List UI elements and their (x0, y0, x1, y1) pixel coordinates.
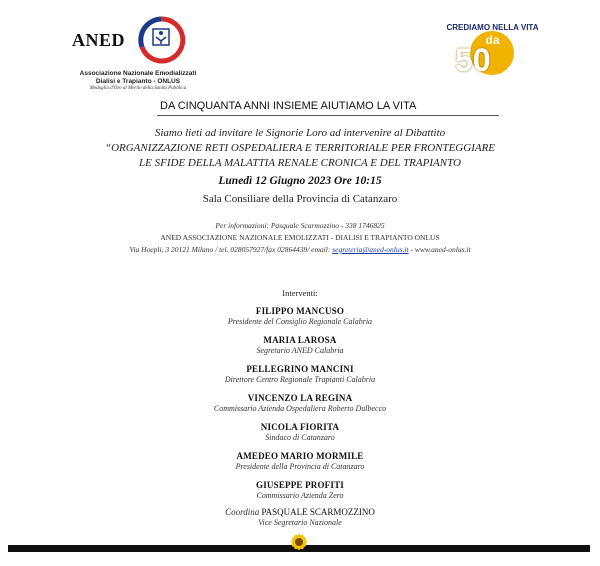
website-text: - www.aned-onlus.it (408, 245, 471, 254)
aned-logo-icon (136, 15, 186, 65)
badge-number: 50 (455, 42, 491, 78)
contact-info: Per informazioni: Pasquale Scarmozzino - 338 1746825 (215, 221, 385, 230)
speaker-role: Presidente del Consiglio Regionale Calabria (227, 317, 373, 326)
speaker-name: GIUSEPPE PROFITI (256, 480, 344, 490)
tagline-divider (157, 115, 499, 116)
invite-line-1: Siamo lieti ad invitare le Signorie Loro ad intervenire al Dibattito (154, 127, 446, 139)
aned-logo-text: ANED (72, 30, 126, 50)
contact-address-text: Via Hoepli, 3 20121 Milano / tel. 028057927/fax 02864439/ email: (129, 245, 333, 254)
tagline: DA CINQUANTA ANNI INSIEME AIUTIAMO LA VITA (160, 100, 417, 112)
coordinator-line (0, 507, 600, 517)
speaker-role: Commissario Azienda Ospedaliera Roberto Dulbecco (213, 404, 387, 413)
sunflower-icon (286, 529, 312, 551)
event-date: Lunedì 12 Giugno 2023 Ore 10:15 (218, 175, 382, 187)
speakers-heading: Interventi: (282, 288, 318, 298)
speaker-name: AMEDEO MARIO MORMILE (236, 451, 364, 461)
speaker-name: PELLEGRINO MANCINI (246, 364, 354, 374)
invite-line-2: “ORGANIZZAZIONE RETI OSPEDALIERA E TERRITORIALE PER FRONTEGGIARE (104, 142, 496, 154)
org-medal-line: Medaglia d'Oro al Merito della Sanità Pubblica (89, 86, 187, 91)
org-name-line1: Associazione Nazionale Emodializzati (79, 70, 197, 77)
org-name-line2: Dialisi e Trapianto - ONLUS (95, 78, 181, 85)
coordinator-name: PASQUALE SCARMOZZINO (261, 507, 375, 517)
speaker-name: MARIA LAROSA (263, 335, 337, 345)
email-link[interactable]: segreteria@aned-onlus.it (332, 245, 409, 254)
coordinator-role: Vice Segretario Nazionale (258, 518, 342, 527)
contact-address (0, 245, 600, 254)
speaker-role: Direttore Centro Regionale Trapianti Calabria (224, 375, 376, 384)
speaker-role: Sindaco di Catanzaro (265, 433, 335, 442)
speaker-name: VINCENZO LA REGINA (247, 393, 353, 403)
badge-anni: anni (507, 64, 528, 75)
contact-org: ANED ASSOCIAZIONE NAZIONALE EMOLIZZATI - DIALISI E TRAPIANTO ONLUS (160, 233, 440, 242)
badge-da: da (485, 33, 500, 47)
invite-line-3: LE SFIDE DELLA MALATTIA RENALE CRONICA E DEL TRAPIANTO (139, 157, 461, 169)
speaker-name: NICOLA FIORITA (260, 422, 340, 432)
speaker-role: Commissario Azienda Zero (256, 491, 344, 500)
speaker-name: FILIPPO MANCUSO (255, 306, 345, 316)
coordinator-prefix: Coordina (225, 507, 262, 517)
event-venue: Sala Consiliare della Provincia di Catanzaro (202, 193, 398, 205)
speaker-role: Segretario ANED Calabria (256, 346, 344, 355)
badge-slogan: CREDIAMO NELLA VITA (446, 23, 539, 32)
speaker-role: Presidente della Provincia di Catanzaro (235, 462, 365, 471)
